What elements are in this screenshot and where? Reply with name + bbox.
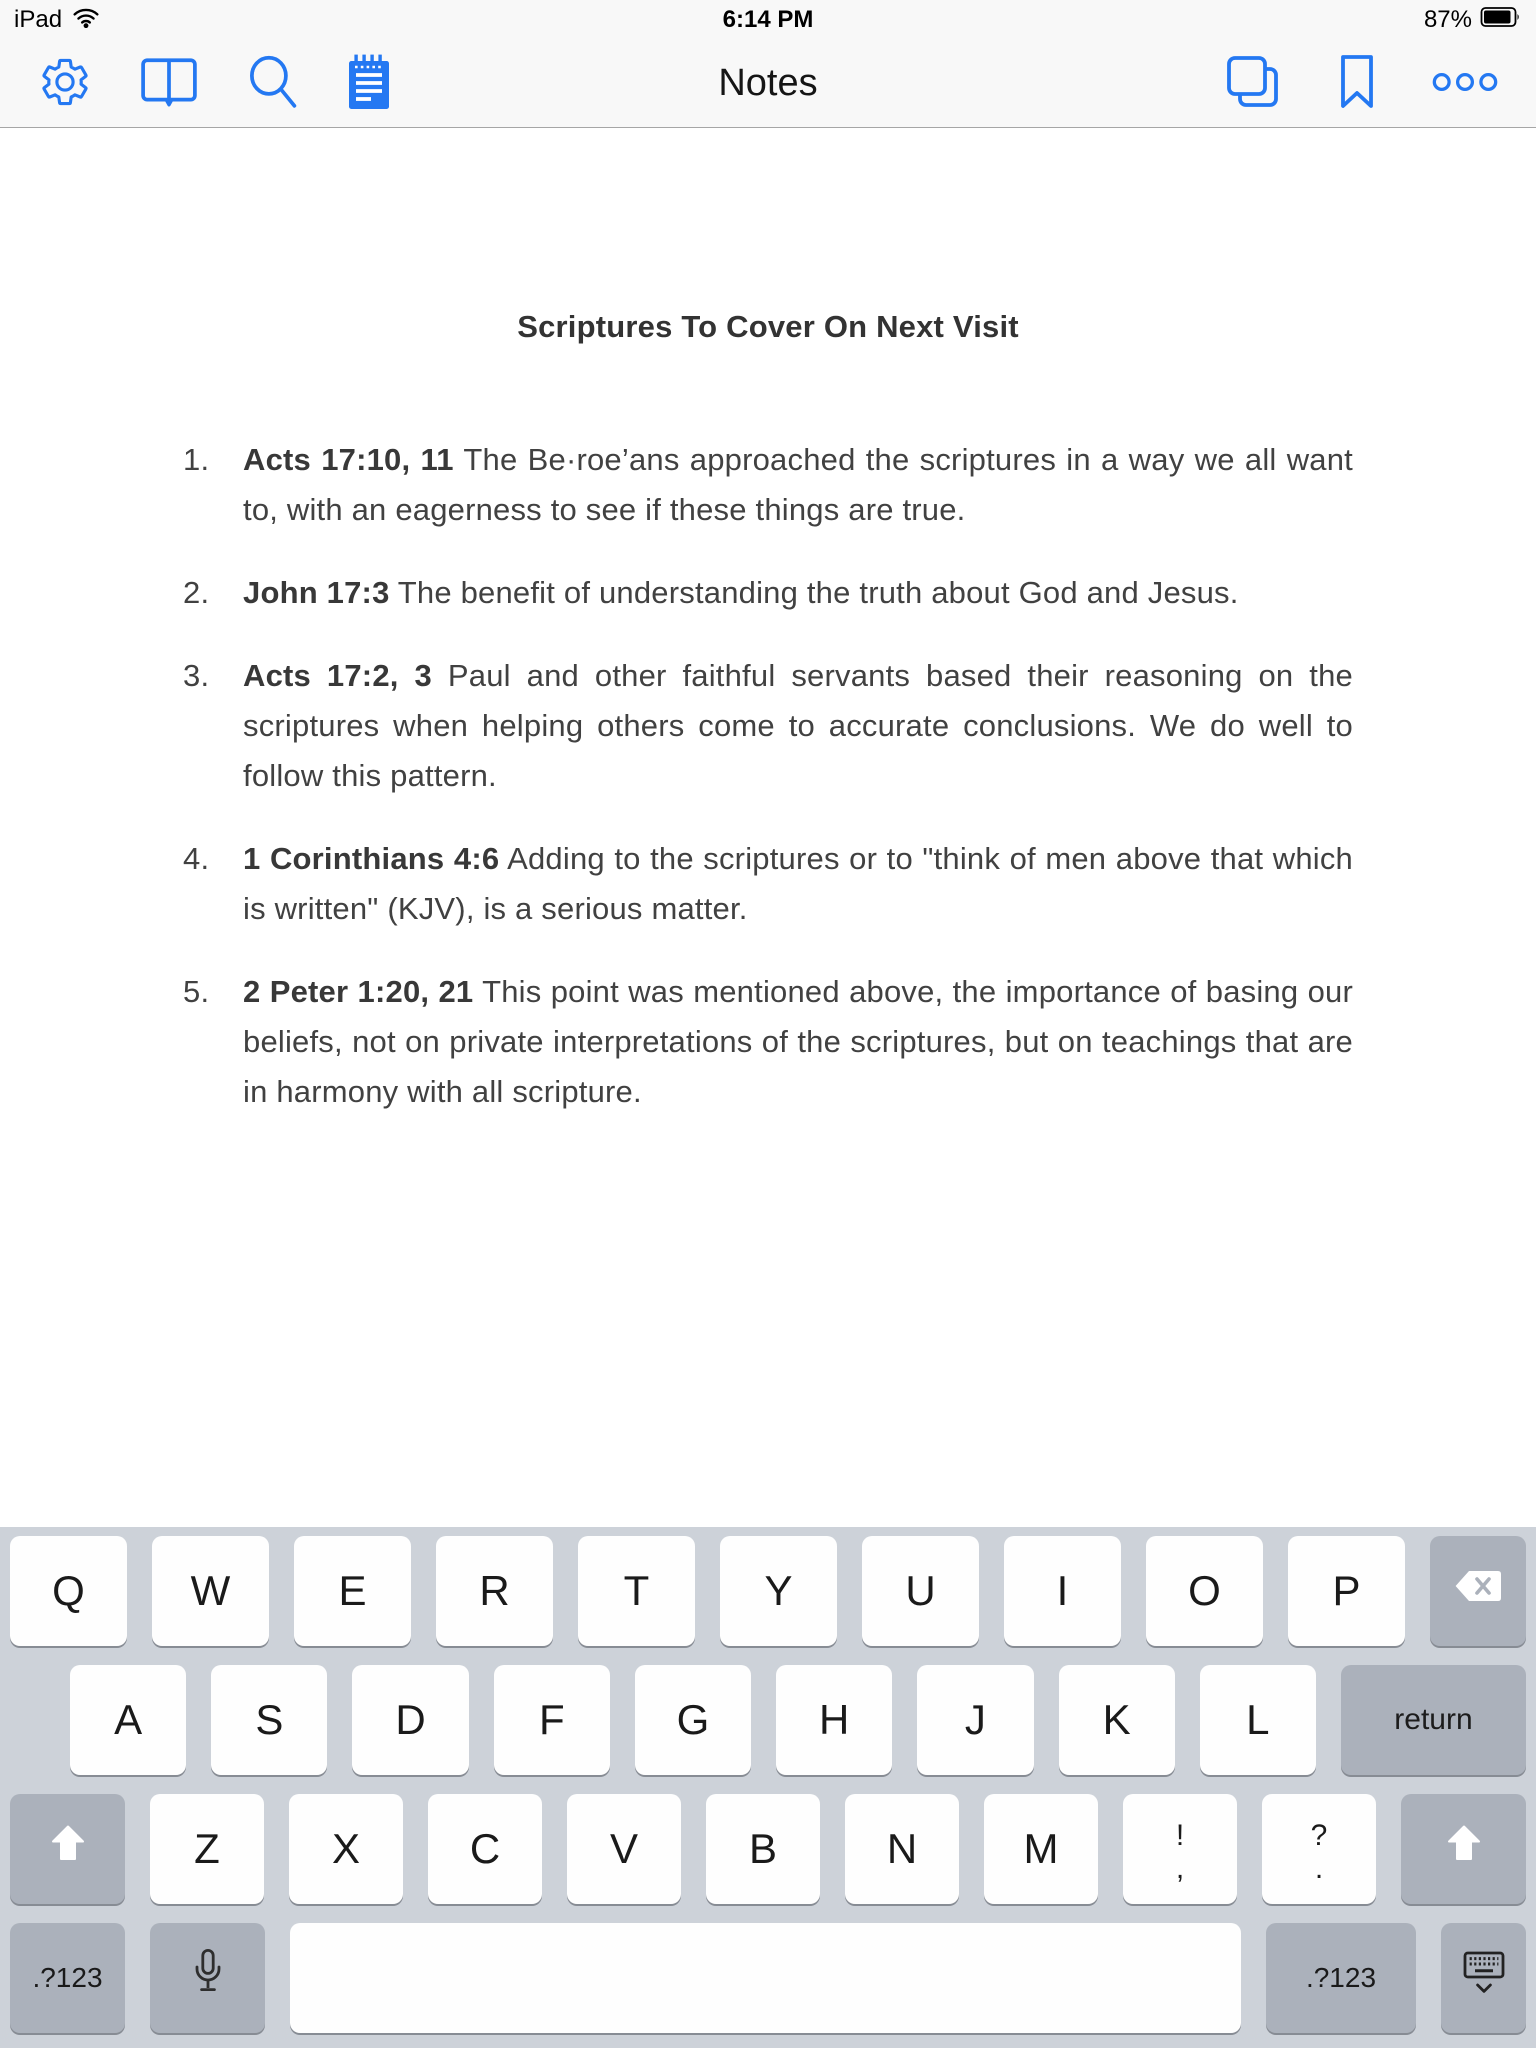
item-text: Paul and other faithful servants based their reasoning on the scriptures when helping others come to accurate conclusions. We do well to follow this pattern. [243, 658, 1353, 793]
list-item [183, 651, 1353, 801]
scripture-ref: Acts 17:10, 11 [243, 442, 454, 477]
notepad-icon [346, 53, 392, 114]
note-title: Scriptures To Cover On Next Visit [517, 309, 1019, 344]
dictation-key[interactable] [150, 1923, 265, 2033]
bookmark-icon [1340, 54, 1374, 113]
key-m[interactable]: M [984, 1794, 1098, 1904]
key-g[interactable]: G [635, 1665, 751, 1775]
key-e[interactable]: E [294, 1536, 411, 1646]
scripture-ref: 1 Corinthians 4:6 [243, 841, 500, 876]
key-c[interactable]: C [428, 1794, 542, 1904]
key-question-period[interactable] [1262, 1794, 1376, 1904]
punct-top: ! [1175, 1819, 1185, 1852]
punct-bottom: . [1314, 1852, 1324, 1885]
key-a[interactable]: A [70, 1665, 186, 1775]
settings-button[interactable] [38, 55, 92, 112]
numbers-key-left[interactable]: .?123 [10, 1923, 125, 2033]
battery-percent: 87% [1423, 6, 1472, 33]
open-book-icon [140, 57, 198, 110]
key-l[interactable]: L [1200, 1665, 1316, 1775]
wifi-icon [72, 6, 100, 35]
onscreen-keyboard [0, 1527, 1536, 2048]
list-item [183, 435, 1353, 535]
keyboard-row-1 [10, 1536, 1526, 1646]
item-number: 4. [183, 841, 210, 876]
item-number: 3. [183, 658, 210, 693]
key-exclaim-comma[interactable] [1123, 1794, 1237, 1904]
shift-key-right[interactable] [1401, 1794, 1526, 1904]
key-x[interactable]: X [289, 1794, 403, 1904]
multi-window-button[interactable] [1224, 53, 1282, 114]
top-chrome [0, 0, 1536, 128]
key-v[interactable]: V [567, 1794, 681, 1904]
battery-icon [1480, 6, 1522, 35]
keyboard-row-4 [10, 1923, 1526, 2033]
nav-bar [0, 40, 1536, 126]
note-content[interactable] [0, 129, 1536, 1527]
keyboard-row-3 [10, 1794, 1526, 1904]
item-number: 1. [183, 442, 210, 477]
space-key[interactable] [290, 1923, 1241, 2033]
key-i[interactable]: I [1004, 1536, 1121, 1646]
scripture-ref: Acts 17:2, 3 [243, 658, 432, 693]
list-item [183, 568, 1353, 618]
item-number: 5. [183, 974, 210, 1009]
scripture-ref: 2 Peter 1:20, 21 [243, 974, 474, 1009]
key-q[interactable]: Q [10, 1536, 127, 1646]
clock: 6:14 PM [722, 6, 814, 33]
list-item [183, 967, 1353, 1117]
key-d[interactable]: D [352, 1665, 468, 1775]
notes-button-active[interactable] [346, 53, 392, 114]
key-j[interactable]: J [917, 1665, 1033, 1775]
status-bar [0, 0, 1536, 40]
microphone-icon [192, 1948, 224, 2008]
dismiss-keyboard-key[interactable] [1441, 1923, 1526, 2033]
keyboard-row-2 [10, 1665, 1526, 1775]
key-z[interactable]: Z [150, 1794, 264, 1904]
carrier-label: iPad [14, 6, 63, 33]
scripture-ref: John 17:3 [243, 575, 390, 610]
more-dots-icon [1432, 72, 1498, 95]
bookmark-button[interactable] [1340, 54, 1374, 113]
search-icon [246, 54, 298, 113]
key-s[interactable]: S [211, 1665, 327, 1775]
key-p[interactable]: P [1288, 1536, 1405, 1646]
item-text: The benefit of understanding the truth about God and Jesus. [397, 575, 1239, 610]
key-t[interactable]: T [578, 1536, 695, 1646]
key-y[interactable]: Y [720, 1536, 837, 1646]
key-u[interactable]: U [862, 1536, 979, 1646]
shift-key-left[interactable] [10, 1794, 125, 1904]
key-n[interactable]: N [845, 1794, 959, 1904]
key-r[interactable]: R [436, 1536, 553, 1646]
return-key[interactable]: return [1341, 1665, 1526, 1775]
more-options-button[interactable] [1432, 72, 1498, 95]
key-f[interactable]: F [494, 1665, 610, 1775]
item-text: The Be·roe’ans approached the scriptures in a way we all want to, with an eagerness to see if these things are true. [243, 442, 1353, 527]
shift-icon [1444, 1822, 1484, 1876]
key-o[interactable]: O [1146, 1536, 1263, 1646]
key-k[interactable]: K [1059, 1665, 1175, 1775]
duplicate-windows-icon [1224, 53, 1282, 114]
item-text: Adding to the scriptures or to "think of men above that which is written" (KJV), is a serious matter. [243, 841, 1353, 926]
bible-button[interactable] [140, 57, 198, 110]
keyboard-dismiss-icon [1460, 1950, 1508, 2006]
numbers-key-right[interactable]: .?123 [1266, 1923, 1416, 2033]
item-text: This point was mentioned above, the importance of basing our beliefs, not on private interpretations of the scriptures, but on teachings that are in harmony with all scripture. [243, 974, 1353, 1109]
gear-icon [38, 55, 92, 112]
list-item [183, 834, 1353, 934]
scripture-list [183, 435, 1353, 1117]
search-button[interactable] [246, 54, 298, 113]
page-title: Notes [718, 61, 818, 104]
backspace-icon [1450, 1566, 1506, 1616]
delete-key[interactable] [1430, 1536, 1526, 1646]
key-w[interactable]: W [152, 1536, 269, 1646]
punct-bottom: , [1175, 1852, 1185, 1885]
punct-top: ? [1310, 1819, 1328, 1852]
shift-icon [48, 1822, 88, 1876]
item-number: 2. [183, 575, 210, 610]
key-h[interactable]: H [776, 1665, 892, 1775]
key-b[interactable]: B [706, 1794, 820, 1904]
